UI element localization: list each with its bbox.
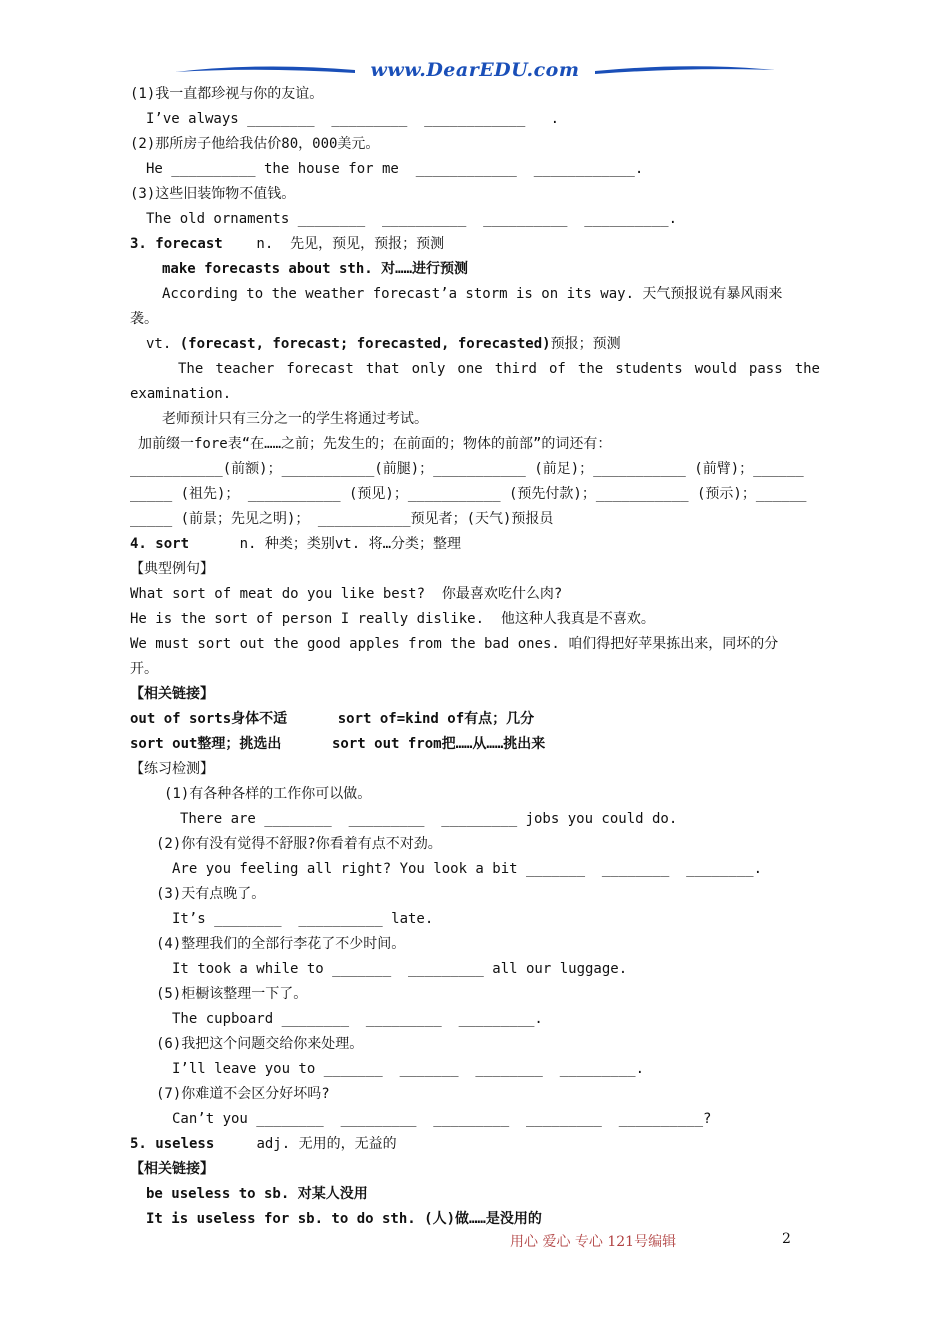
document-body [130,82,820,1232]
text-line: 【典型例句】 [130,561,214,577]
bold-term: 5. useless [130,1136,215,1152]
text-line: 袭。 [130,311,158,327]
text-line: (3)这些旧装饰物不值钱。 [130,186,296,202]
text-line: It is useless for sb. to do sth. (人)做……是没用的 [146,1211,542,1227]
text-line: 【相关链接】 [130,686,214,702]
text-line: The cupboard ________ _________ _________. [172,1011,543,1027]
text-line: 4. sort n. 种类；类别vt. 将…分类；整理 [130,536,462,552]
footer-note: 用心 爱心 专心 121号编辑 [510,1234,677,1250]
text-line: 加前缀一fore表“在……之前；先发生的；在前面的；物体的前部”的词还有： [138,436,612,452]
text-line: According to the weather forecast’a storm is on its way. 天气预报说有暴风雨来 [162,286,783,302]
bold-term: (forecast, forecast; forecasted, forecasted) [179,336,551,352]
text-line: The old ornaments ________ __________ __________ __________. [146,211,678,227]
text-line: be useless to sb. 对某人没用 [146,1186,368,1202]
page-number: 2 [782,1231,791,1247]
text-line: 【相关链接】 [130,1161,214,1177]
bold-term: 4. sort [130,536,190,552]
text-line: vt. (forecast, forecast; forecasted, forecasted)预报；预测 [146,336,621,352]
text-line: 开。 [130,661,158,677]
text-line: He is the sort of person I really dislike. 他这种人我真是不喜欢。 [130,611,655,627]
text-line: 3. forecast n. 先见，预见，预报；预测 [130,236,445,252]
text-line: We must sort out the good apples from the bad ones. 咱们得把好苹果拣出来，同坏的分 [130,636,779,652]
text-line: 老师预计只有三分之一的学生将通过考试。 [162,411,428,427]
text-line: ___________(前额)；___________(前腿)；___________ (前足)；___________ (前臂)；______ [130,461,804,477]
text-line: _____ (前景；先见之明)； ___________预见者；(天气)预报员 [130,511,554,527]
text-line: The teacher forecast that only one third of the students would pass the [178,361,820,377]
text-line: Are you feeling all right? You look a bit _______ ________ ________. [172,861,763,877]
text-line: (1)我一直都珍视与你的友谊。 [130,86,324,102]
text-line: (1)有各种各样的工作你可以做。 [164,786,372,802]
text-line: (7)你难道不会区分好坏吗? [156,1086,330,1102]
text-line: make forecasts about sth. 对……进行预测 [162,261,469,277]
text-line: (3)天有点晚了。 [156,886,266,902]
text-line: (5)柜橱该整理一下了。 [156,986,308,1002]
text-line: He __________ the house for me ____________ ____________. [146,161,644,177]
text-line: 【练习检测】 [130,761,214,777]
text-line: _____ (祖先)； ___________ (预见)；___________ (预先付款)；___________ (预示)；______ [130,486,807,502]
text-line: I’ll leave you to _______ _______ ________ _________. [172,1061,645,1077]
text-line: (6)我把这个问题交给你来处理。 [156,1036,364,1052]
text-line: examination. [130,386,232,402]
text-line: Can’t you ________ _________ _________ _________ __________? [172,1111,712,1127]
text-line: out of sorts身体不适 sort of=kind of有点；几分 [130,711,535,727]
text-line: (2)那所房子他给我估价80，000美元。 [130,136,380,152]
text-line: I’ve always ________ _________ ____________ . [146,111,560,127]
text-line: (2)你有没有觉得不舒服?你看着有点不对劲。 [156,836,442,852]
text-line: There are ________ _________ _________ jobs you could do. [180,811,678,827]
site-logo-text[interactable]: www.DearEDU.com [370,59,580,81]
text-line: (4)整理我们的全部行李花了不少时间。 [156,936,406,952]
text-line: It’s ________ __________ late. [172,911,434,927]
text-line: It took a while to _______ _________ all our luggage. [172,961,628,977]
text-line: sort out整理；挑选出 sort out from把……从……挑出来 [130,736,546,752]
bold-term: 3. forecast [130,236,223,252]
text-line: What sort of meat do you like best? 你最喜欢吃什么肉? [130,586,563,602]
text-line: 5. useless adj. 无用的，无益的 [130,1136,397,1152]
